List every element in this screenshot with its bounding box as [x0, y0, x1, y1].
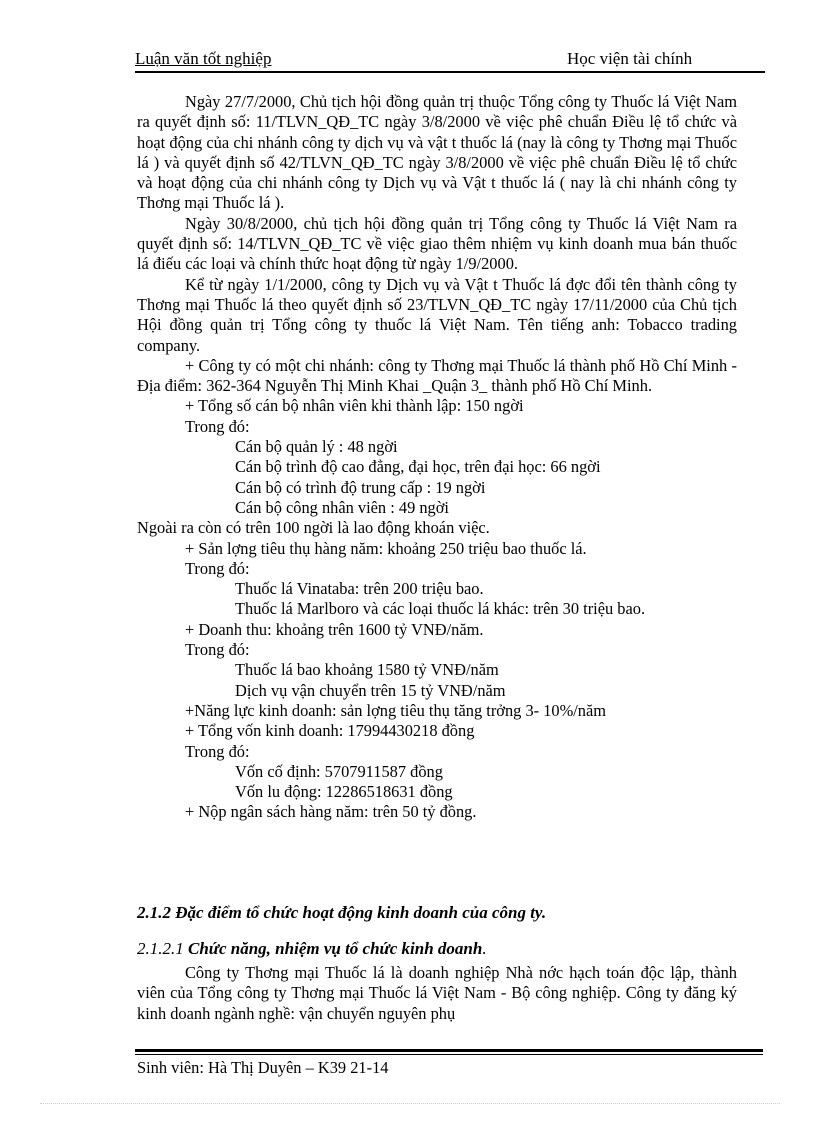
- line-staff-management: Cán bộ quản lý : 48 ngời: [235, 437, 398, 457]
- page-footer: Sinh viên: Hà Thị Duyên – K39 21-14: [137, 1058, 389, 1077]
- line-contract-labor: Ngoài ra còn có trên 100 ngời là lao động khoán việc.: [137, 518, 490, 538]
- paragraph-decision-14: Ngày 30/8/2000, chủ tịch hội đồng quản trị Tổng công ty Thuốc lá Việt Nam ra quyết định số: 14/TLVN_QĐ_TC về việc giao thêm nhiệm vụ kinh doanh mua bán thuốc lá điếu các loại và chính thức hoạt động từ ngày 1/9/2000.: [137, 213, 737, 274]
- subsection-title: Chức năng, nhiệm vụ tổ chức kinh doanh: [188, 939, 483, 958]
- footer-rule: [135, 1049, 763, 1052]
- line-revenue-transport: Dịch vụ vận chuyển trên 15 tỷ VNĐ/năm: [235, 680, 506, 700]
- header-institution-label: Học viện tài chính: [567, 49, 693, 68]
- line-capital: + Tổng vốn kinh doanh: 17994430218 đồng: [185, 721, 475, 741]
- header-thesis-label: Luận văn tốt nghiệp: [135, 49, 272, 68]
- page-edge-dotted-line: [40, 1103, 780, 1104]
- paragraph-branch: + Công ty có một chi nhánh: công ty Thơng mại Thuốc lá thành phố Hồ Chí Minh - Địa điểm: 362-364 Nguyễn Thị Minh Khai _Quận 3_ thành phố Hồ Chí Minh.: [137, 355, 737, 396]
- line-trong-do: Trong đó:: [185, 416, 250, 436]
- line-budget: + Nộp ngân sách hàng năm: trên 50 tỷ đồng.: [185, 802, 477, 822]
- line-trong-do: Trong đó:: [185, 741, 250, 761]
- line-output: + Sản lợng tiêu thụ hàng năm: khoảng 250 triệu bao thuốc lá.: [185, 538, 587, 558]
- footer-rule-thin: [135, 1054, 763, 1055]
- line-output-marlboro: Thuốc lá Marlboro và các loại thuốc lá khác: trên 30 triệu bao.: [235, 599, 646, 619]
- line-revenue-cigarettes: Thuốc lá bao khoảng 1580 tỷ VNĐ/năm: [235, 660, 499, 680]
- line-trong-do: Trong đó:: [185, 558, 250, 578]
- line-output-vinataba: Thuốc lá Vinataba: trên 200 triệu bao.: [235, 579, 484, 599]
- body-text-continued: [137, 963, 737, 1024]
- line-staff-workers: Cán bộ công nhân viên : 49 ngời: [235, 497, 449, 517]
- subsection-heading: [137, 938, 737, 960]
- page-header: [135, 48, 765, 70]
- paragraph-rename: Kể từ ngày 1/1/2000, công ty Dịch vụ và Vật t Thuốc lá đợc đổi tên thành công ty Thơng mại Thuốc lá theo quyết định số 23/TLVN_QĐ_TC ngày 17/11/2000 của Chủ tịch Hội đồng quản trị Tổng công ty thuốc lá Việt Nam. Tên tiếng anh: Tobacco trading company.: [137, 274, 737, 355]
- line-working-capital: Vốn lu động: 12286518631 đồng: [235, 782, 453, 802]
- body-text: [137, 92, 737, 823]
- line-fixed-capital: Vốn cố định: 5707911587 đồng: [235, 761, 443, 781]
- subsection-period: .: [482, 939, 487, 958]
- section-heading: 2.1.2 Đặc điểm tổ chức hoạt động kinh doanh của công ty.: [137, 903, 547, 922]
- line-staff-total: + Tổng số cán bộ nhân viên khi thành lập: 150 ngời: [185, 396, 524, 416]
- paragraph-company-function: Công ty Thơng mại Thuốc lá là doanh nghiệp Nhà nớc hạch toán độc lập, thành viên của Tổng công ty Thơng mại Thuốc lá Việt Nam - Bộ công nghiệp. Công ty đăng ký kinh doanh ngành nghề: vận chuyển nguyên phụ: [137, 963, 737, 1023]
- line-capacity: +Năng lực kinh doanh: sản lợng tiêu thụ tăng trởng 3- 10%/năm: [185, 700, 607, 720]
- line-trong-do: Trong đó:: [185, 640, 250, 660]
- line-staff-university: Cán bộ trình độ cao đẳng, đại học, trên đại học: 66 ngời: [235, 457, 601, 477]
- subsection-number: 2.1.2.1: [137, 939, 188, 958]
- header-rule: [135, 71, 765, 73]
- line-revenue: + Doanh thu: khoảng trên 1600 tỷ VNĐ/năm.: [185, 619, 484, 639]
- line-staff-intermediate: Cán bộ có trình độ trung cấp : 19 ngời: [235, 477, 486, 497]
- paragraph-decision-11: Ngày 27/7/2000, Chủ tịch hội đồng quản trị thuộc Tổng công ty Thuốc lá Việt Nam ra quyết định số: 11/TLVN_QĐ_TC ngày 3/8/2000 về việc phê chuẩn Điều lệ tổ chức và hoạt động của chi nhánh công ty dịch vụ và vật t thuốc lá (nay là công ty Thơng mại Thuốc lá ) và quyết định số 42/TLVN_QĐ_TC ngày 3/8/2000 về việc phê chuẩn Điều lệ tổ chức và hoạt động của chi nhánh công ty Dịch vụ và Vật t thuốc lá ( nay là chi nhánh công ty Thơng mại Thuốc lá ).: [137, 92, 737, 213]
